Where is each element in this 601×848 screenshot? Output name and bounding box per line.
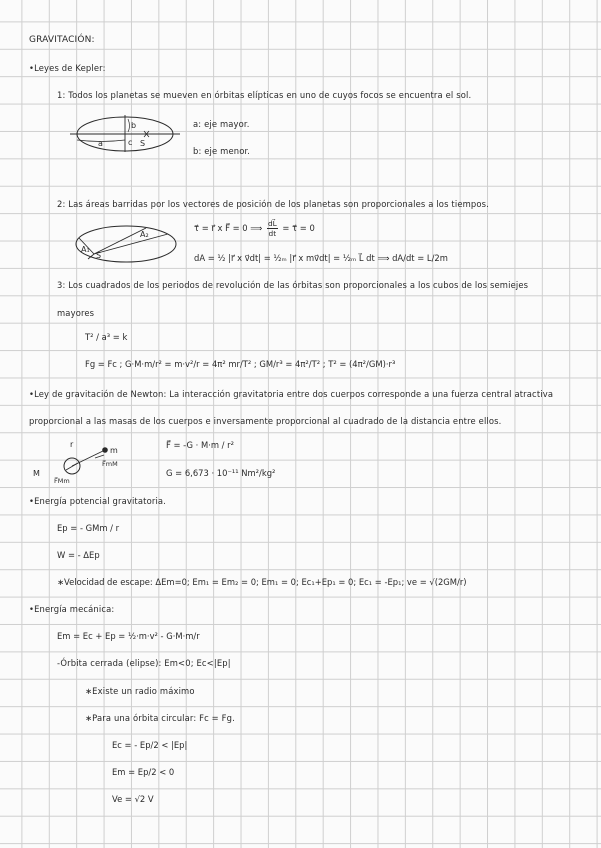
max-radius: ∗Existe un radio máximo (85, 686, 195, 696)
newton-r-label: r (70, 440, 74, 449)
diag2-a1-label: A₁ (81, 245, 90, 254)
ellipse-diagram-1 (70, 110, 180, 160)
diag2-s-label: S (96, 251, 102, 260)
page-title: GRAVITACIÓN: (29, 35, 95, 45)
newton-force-equation: F⃗ = -G · M·m / r² (166, 440, 234, 450)
kepler-law-1: 1: Todos los planetas se mueven en órbitas elípticas en uno de cuyos focos se encuentra el sol. (57, 90, 472, 100)
escape-velocity: ∗Velocidad de escape: ΔEm=0; Em₁ = Em₂ = 0; Em₁ = 0; Ec₁+Ep₁ = 0; Ec₁ = -Ep₁; ve = √(2GM/r) (57, 577, 467, 587)
closed-orbit: -Órbita cerrada (elipse): Em<0; Ec<|Ep| (57, 658, 231, 668)
escape-velocity-relation: Ve = √2 V (112, 794, 154, 804)
newton-FmM-label: F⃗mM (102, 460, 118, 468)
diag1-s-label: S (140, 139, 146, 148)
law2-eq1-num: dL⃗ (267, 219, 277, 228)
law3-equation-2: Fg = Fc ; G·M·m/r² = m·v²/r = 4π² mr/T² ; GM/r³ = 4π²/T² ; T² = (4π²/GM)·r³ (85, 359, 396, 369)
kepler-law-3-line-1: 3: Los cuadrados de los periodos de revolución de las órbitas son proporcionales a los cubos de los semiejes (57, 280, 529, 290)
potential-energy-equation: Ep = - GMm / r (57, 523, 120, 533)
newton-law-line-1: •Ley de gravitación de Newton: La interacción gravitatoria entre dos cuerpos corresponde a una fuerza central atractiva (29, 389, 554, 399)
work-equation: W = - ΔEp (57, 550, 100, 560)
law2-eq1-lhs: τ⃗ = r⃗ x F⃗ = 0 ⟹ (194, 223, 263, 233)
mechanical-energy-heading: •Energía mecánica: (29, 604, 115, 614)
major-axis-label: a: eje mayor. (193, 119, 250, 129)
minor-axis-label: b: eje menor. (193, 146, 251, 156)
diag1-b-label: b (131, 121, 137, 130)
newton-FMm-label: F⃗Mm (54, 477, 70, 485)
diag1-c-label: c (128, 138, 133, 147)
law2-equation-1 (194, 219, 315, 238)
ellipse-diagram-2 (72, 220, 182, 270)
diag1-a-label: a (98, 139, 103, 148)
kepler-law-3-line-2: mayores (57, 308, 95, 318)
potential-energy-heading: •Energía potencial gravitatoria. (29, 496, 167, 506)
law3-equation-1: T² / a³ = k (85, 332, 128, 342)
law2-eq1-den: dt (268, 229, 277, 238)
kepler-law-2: 2: Las áreas barridas por los vectores de posición de los planetas son proporcionales a los tiempos. (57, 199, 489, 209)
diag2-a2-label: A₂ (140, 230, 149, 239)
newton-law-line-2: proporcional a las masas de los cuerpos e inversamente proporcional al cuadrado de la distancia entre ellos. (29, 416, 502, 426)
law2-eq1-rhs: = τ⃗ = 0 (282, 223, 315, 233)
mechanical-energy-circular: Em = Ep/2 < 0 (112, 767, 175, 777)
mechanical-energy-equation: Em = Ec + Ep = ½·m·v² - G·M·m/r (57, 631, 200, 641)
gravitational-constant: G = 6,673 · 10⁻¹¹ Nm²/kg² (166, 468, 276, 478)
newton-M-label: M (33, 469, 40, 478)
kepler-heading: •Leyes de Kepler: (29, 63, 106, 73)
newton-m-label: m (110, 446, 118, 455)
law2-equation-2: dA = ½ |r⃗ x v⃗dt| = ½ₘ |r⃗ x mv⃗dt| = ½ₘ L⃗ dt ⟹ dA/dt = L/2m (194, 253, 448, 263)
circular-orbit: ∗Para una órbita circular: Fc = Fg. (85, 713, 235, 723)
kinetic-energy-circular: Ec = - Ep/2 < |Ep| (112, 740, 188, 750)
newton-diagram (30, 435, 140, 485)
